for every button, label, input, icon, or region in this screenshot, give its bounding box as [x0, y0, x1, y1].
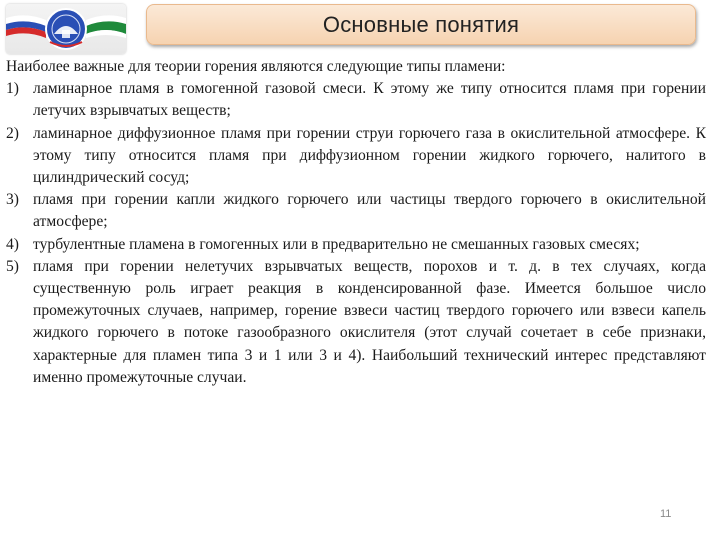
list-item-text: ламинарное пламя в гомогенной газовой смеси. К этому же типу относится пламя при горении летучих взрывчатых веществ; — [33, 80, 706, 120]
flame-types-list — [6, 78, 710, 389]
university-logo — [6, 4, 126, 54]
page-number: 11 — [660, 508, 672, 520]
list-item-text: пламя при горении нелетучих взрывчатых веществ, порохов и т. д. в тех случаях, когда существенную роль играет реакция в конденсированной фазе. Имеется большое число промежуточных случаев, например, горение взвеси частиц твердого горючего или взвеси капель жидкого горючего в потоке газообразного окислителя (этот случай сочетает в себе признаки, характерные для пламен типа 3 и 1 или 3 и 4). Наибольший технический интерес представляют именно промежуточные случаи. — [33, 257, 706, 386]
list-item — [6, 256, 710, 389]
list-item-number: 1) — [6, 80, 19, 98]
list-item — [6, 189, 710, 233]
list-item-text: турбулентные пламена в гомогенных или в предварительно не смешанных газовых смесях; — [33, 235, 640, 253]
list-item-number: 5) — [6, 257, 19, 275]
list-item-number: 4) — [6, 235, 19, 253]
list-item — [6, 78, 710, 122]
list-item — [6, 234, 710, 256]
slide-title-box — [146, 4, 696, 45]
slide-content — [6, 56, 710, 389]
university-emblem-icon — [6, 4, 126, 54]
list-item-number: 3) — [6, 191, 19, 209]
list-item-number: 2) — [6, 124, 19, 142]
list-item-text: ламинарное диффузионное пламя при горении струи горючего газа в окислительной атмосфере. К этому типу относится пламя при диффузионном горении жидкого горючего, налитого в цилиндрический сосуд; — [33, 124, 706, 187]
slide-title: Основные понятия — [322, 11, 520, 37]
list-item-text: пламя при горении капли жидкого горючего или частицы твердого горючего в окислительной атмосфере; — [33, 191, 706, 231]
intro-paragraph: Наиболее важные для теории горения являются следующие типы пламени: — [6, 58, 506, 75]
list-item — [6, 123, 710, 190]
